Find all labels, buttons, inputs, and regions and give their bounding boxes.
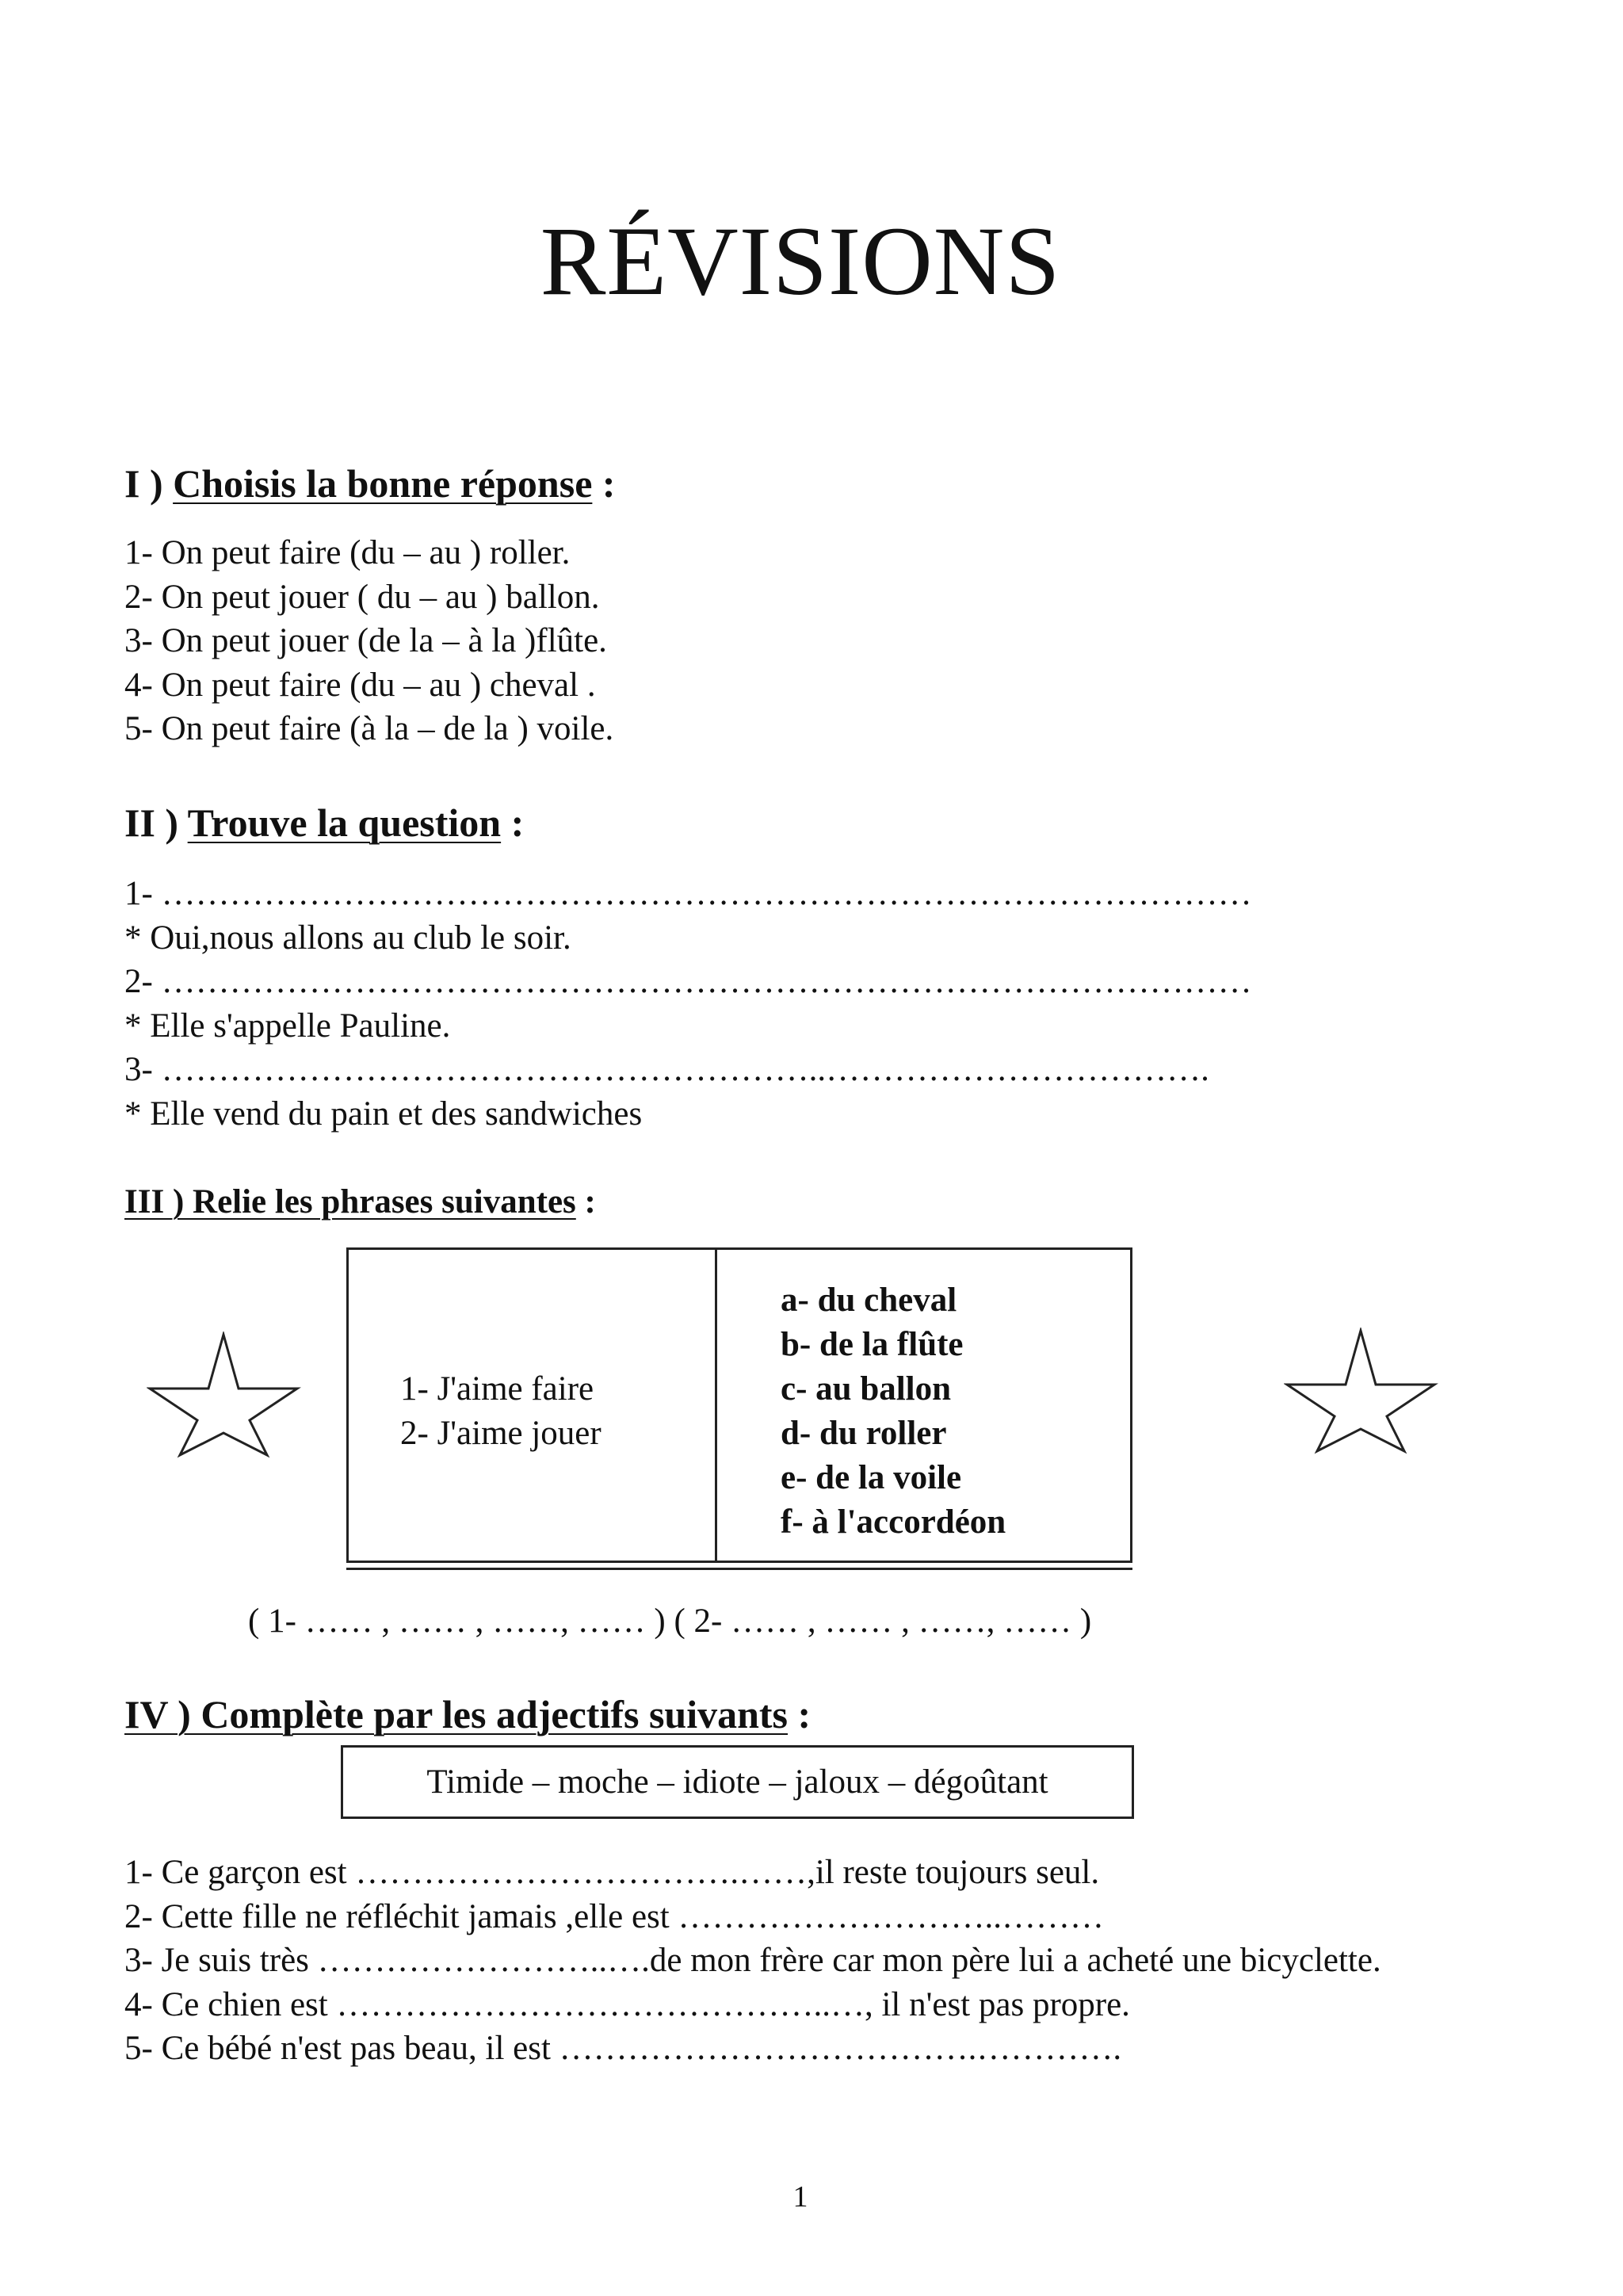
question-line: 1- …………………………………………………………………………………… <box>124 875 1252 912</box>
adjective-word-box: Timide – moche – idiote – jaloux – dégoûtant <box>341 1745 1134 1819</box>
matching-answer-line: ( 1- …… , …… , ……, …… ) ( 2- …… , …… , ……, …… ) <box>248 1603 1092 1640</box>
section-4-list <box>124 1851 1381 2071</box>
section-3-title: III ) Relie les phrases suivantes <box>124 1183 576 1221</box>
list-item: 5- On peut faire (à la – de la ) voile. <box>124 710 614 747</box>
question-line: 2- …………………………………………………………………………………… <box>124 963 1252 1000</box>
list-item: 1- On peut faire (du – au ) roller. <box>124 534 571 571</box>
matching-right-item: f- à l'accordéon <box>781 1503 1006 1541</box>
section-1-colon: : <box>592 461 616 506</box>
answer-line: * Oui,nous allons au club le soir. <box>124 919 571 957</box>
section-1-list <box>124 531 613 751</box>
list-item: 2- Cette fille ne réfléchit jamais ,elle est ………………………..……… <box>124 1897 1104 1935</box>
page-number: 1 <box>792 2180 808 2214</box>
matching-right-item: a- du cheval <box>781 1282 957 1319</box>
table-bottom-rule-double <box>346 1568 1132 1570</box>
matching-left-item: 2- J'aime jouer <box>400 1414 601 1452</box>
section-1-heading <box>124 461 616 506</box>
list-item: 3- On peut jouer (de la – à la )flûte. <box>124 622 607 659</box>
table-bottom-rule <box>346 1561 1132 1563</box>
star-icon-left <box>147 1331 301 1458</box>
section-2-number: II ) <box>124 800 188 845</box>
section-2-list <box>124 872 1252 1136</box>
section-2-colon: : <box>501 800 525 845</box>
section-2-heading <box>124 800 525 845</box>
matching-right-item: d- du roller <box>781 1415 947 1452</box>
section-1-number: I ) <box>124 461 174 506</box>
section-1-title: Choisis la bonne réponse <box>173 461 593 506</box>
list-item: 4- On peut faire (du – au ) cheval . <box>124 666 596 704</box>
list-item: 2- On peut jouer ( du – au ) ballon. <box>124 578 600 616</box>
question-line: 3- …………………………………………………..……………………………. <box>124 1051 1209 1088</box>
matching-table <box>346 1247 1132 1563</box>
table-divider <box>715 1250 717 1563</box>
section-4-title: IV ) Complète par les adjectifs suivants <box>124 1692 789 1736</box>
star-icon-right <box>1284 1328 1438 1454</box>
matching-right-column <box>781 1278 1006 1545</box>
page-title: RÉVISIONS <box>540 207 1061 315</box>
matching-right-item: b- de la flûte <box>781 1326 964 1363</box>
section-4-colon: : <box>788 1692 812 1736</box>
answer-line: * Elle s'appelle Pauline. <box>124 1007 451 1045</box>
list-item: 3- Je suis très ……………………..….de mon frère car mon père lui a acheté une bicyclette. <box>124 1942 1381 1979</box>
matching-right-item: e- de la voile <box>781 1459 962 1496</box>
section-2-title: Trouve la question <box>187 800 502 845</box>
list-item: 4- Ce chien est ……………………………………..…, il n'est pas propre. <box>124 1985 1130 2023</box>
answer-line: * Elle vend du pain et des sandwiches <box>124 1095 643 1133</box>
list-item: 5- Ce bébé n'est pas beau, il est ……………………………….…………. <box>124 2030 1122 2067</box>
section-4-heading <box>124 1694 811 1734</box>
section-3-colon: : <box>575 1183 596 1221</box>
matching-right-item: c- au ballon <box>781 1370 952 1408</box>
matching-left-column <box>400 1367 601 1455</box>
matching-left-item: 1- J'aime faire <box>400 1370 594 1408</box>
list-item: 1- Ce garçon est …………………………….……,il reste toujours seul. <box>124 1854 1100 1891</box>
section-3-heading <box>124 1185 596 1219</box>
